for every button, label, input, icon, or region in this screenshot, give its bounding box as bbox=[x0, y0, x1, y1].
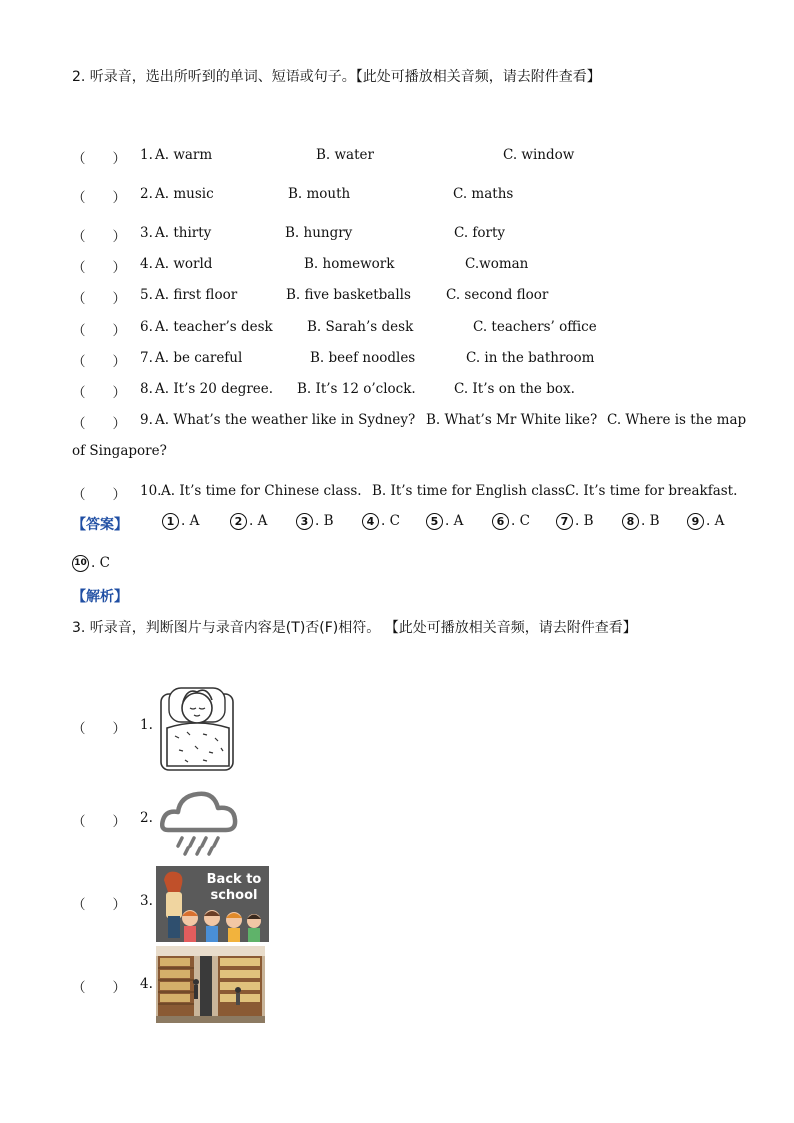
answer-blank[interactable]: （ ） bbox=[72, 980, 126, 996]
option-c: C. It’s on the box. bbox=[454, 381, 575, 397]
item-number: 9. bbox=[140, 412, 153, 428]
answer-blank[interactable]: （ ） bbox=[72, 897, 126, 913]
answer-blank[interactable]: （ ） bbox=[72, 385, 126, 401]
circled-number: 10 bbox=[72, 555, 89, 572]
svg-text:Back to: Back to bbox=[206, 872, 262, 887]
answer-3 bbox=[296, 513, 334, 530]
circled-number: 1 bbox=[162, 513, 179, 530]
circled-number: 3 bbox=[296, 513, 313, 530]
option-b: B. It’s time for English class. bbox=[372, 483, 570, 499]
section-2-heading: 2. 听录音，选出所听到的单词、短语或句子。【此处可播放相关音频，请去附件查看】 bbox=[72, 69, 601, 85]
answer-label: 【答案】 bbox=[72, 517, 128, 533]
section-3-heading: 3. 听录音，判断图片与录音内容是(T)否(F)相符。 【此处可播放相关音频，请去附件查看】 bbox=[72, 620, 637, 636]
answer-value: . C bbox=[91, 555, 110, 571]
option-c: C. in the bathroom bbox=[466, 350, 595, 366]
answer-value: . A bbox=[181, 513, 200, 529]
answer-blank[interactable]: （ ） bbox=[72, 151, 126, 167]
answer-blank[interactable]: （ ） bbox=[72, 229, 126, 245]
answer-6 bbox=[492, 513, 530, 530]
library-icon bbox=[156, 946, 265, 1023]
answer-blank[interactable]: （ ） bbox=[72, 487, 126, 503]
option-c: C. Where is the map bbox=[607, 412, 747, 428]
svg-text:school: school bbox=[210, 888, 258, 903]
answer-blank[interactable]: （ ） bbox=[72, 260, 126, 276]
item-number: 10. bbox=[140, 483, 162, 499]
answer-blank[interactable]: （ ） bbox=[72, 814, 126, 830]
option-b: B. Sarah’s desk bbox=[307, 319, 414, 335]
option-b: B. water bbox=[316, 147, 374, 163]
item-number: 2. bbox=[140, 186, 153, 202]
option-b: B. hungry bbox=[285, 225, 353, 241]
answer-7 bbox=[556, 513, 594, 530]
option-a: A. warm bbox=[155, 147, 213, 163]
answer-value: . B bbox=[641, 513, 660, 529]
item-number: 3. bbox=[140, 893, 153, 909]
item-number: 1. bbox=[140, 147, 153, 163]
answer-5 bbox=[426, 513, 463, 530]
answer-9 bbox=[687, 513, 724, 530]
answer-blank[interactable]: （ ） bbox=[72, 323, 126, 339]
answer-value: . A bbox=[706, 513, 725, 529]
circled-number: 9 bbox=[687, 513, 704, 530]
library-picture bbox=[156, 946, 265, 1023]
option-c: C. teachers’ office bbox=[473, 319, 597, 335]
item-number: 6. bbox=[140, 319, 153, 335]
option-a: A. world bbox=[155, 256, 213, 272]
option-a: A. It’s 20 degree. bbox=[155, 381, 274, 397]
option-c: C. maths bbox=[453, 186, 514, 202]
circled-number: 6 bbox=[492, 513, 509, 530]
item-number: 7. bbox=[140, 350, 153, 366]
rain-cloud-picture bbox=[160, 786, 238, 856]
answer-blank[interactable]: （ ） bbox=[72, 190, 126, 206]
option-b: B. five basketballs bbox=[286, 287, 411, 303]
option-c-continuation: of Singapore? bbox=[72, 443, 167, 459]
item-number: 4. bbox=[140, 256, 153, 272]
sleeping-child-icon bbox=[157, 680, 237, 772]
option-a: A. music bbox=[155, 186, 214, 202]
back-to-school-picture bbox=[156, 866, 269, 942]
option-b: B. homework bbox=[304, 256, 395, 272]
answer-4 bbox=[362, 513, 400, 530]
answer-value: . B bbox=[575, 513, 594, 529]
option-a: A. What’s the weather like in Sydney? bbox=[155, 412, 416, 428]
circled-number: 5 bbox=[426, 513, 443, 530]
option-b: B. mouth bbox=[288, 186, 351, 202]
item-number: 8. bbox=[140, 381, 153, 397]
answer-blank[interactable]: （ ） bbox=[72, 721, 126, 737]
answer-1 bbox=[162, 513, 199, 530]
answer-value: . A bbox=[445, 513, 464, 529]
option-c: C.woman bbox=[465, 256, 529, 272]
circled-number: 8 bbox=[622, 513, 639, 530]
answer-value: . C bbox=[511, 513, 530, 529]
option-b: B. It’s 12 o’clock. bbox=[297, 381, 416, 397]
option-c: C. forty bbox=[454, 225, 506, 241]
rain-cloud-icon bbox=[160, 786, 238, 856]
back-to-school-icon bbox=[156, 866, 269, 942]
answer-8 bbox=[622, 513, 660, 530]
option-b: B. What’s Mr White like? bbox=[426, 412, 598, 428]
answer-blank[interactable]: （ ） bbox=[72, 354, 126, 370]
option-a: A. be careful bbox=[155, 350, 243, 366]
answer-blank[interactable]: （ ） bbox=[72, 291, 126, 307]
option-a: A. teacher’s desk bbox=[155, 319, 273, 335]
answer-blank[interactable]: （ ） bbox=[72, 416, 126, 432]
option-c: C. second floor bbox=[446, 287, 549, 303]
option-c: C. window bbox=[503, 147, 575, 163]
circled-number: 2 bbox=[230, 513, 247, 530]
option-a: A. It’s time for Chinese class. bbox=[161, 483, 362, 499]
answer-2 bbox=[230, 513, 267, 530]
item-number: 4. bbox=[140, 976, 153, 992]
answer-value: . A bbox=[249, 513, 268, 529]
answer-value: . B bbox=[315, 513, 334, 529]
option-a: A. thirty bbox=[155, 225, 212, 241]
item-number: 1. bbox=[140, 717, 153, 733]
analysis-label: 【解析】 bbox=[72, 589, 128, 605]
answer-value: . C bbox=[381, 513, 400, 529]
option-b: B. beef noodles bbox=[310, 350, 416, 366]
option-c: C. It’s time for breakfast. bbox=[565, 483, 738, 499]
item-number: 5. bbox=[140, 287, 153, 303]
item-number: 2. bbox=[140, 810, 153, 826]
answer-10 bbox=[72, 555, 110, 572]
sleeping-child-picture bbox=[157, 680, 237, 772]
option-a: A. first floor bbox=[155, 287, 238, 303]
circled-number: 4 bbox=[362, 513, 379, 530]
circled-number: 7 bbox=[556, 513, 573, 530]
item-number: 3. bbox=[140, 225, 153, 241]
